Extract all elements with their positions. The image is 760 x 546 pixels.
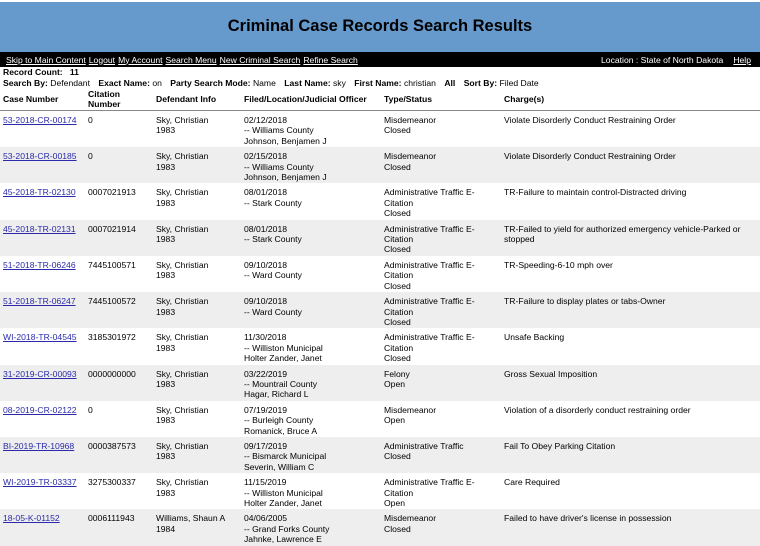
case-type: Administrative Traffic E-Citation xyxy=(384,296,475,317)
filed-date: 04/06/2005 xyxy=(244,513,288,524)
case-number-cell xyxy=(0,111,85,148)
filed-location-cell xyxy=(241,147,381,183)
case-number-link[interactable]: 53-2018-CR-00185 xyxy=(3,151,77,162)
table-row xyxy=(0,292,760,328)
search-by-value: Defendant xyxy=(50,77,90,88)
col-case-number: Case Number xyxy=(0,88,85,111)
search-criteria xyxy=(0,67,760,88)
defendant-birth-year: 1983 xyxy=(156,378,176,389)
filed-location-cell xyxy=(241,328,381,364)
court-location: -- Burleigh County xyxy=(244,415,314,426)
logout-link[interactable]: Logout xyxy=(88,54,116,65)
record-count-label: Record Count: xyxy=(3,67,63,77)
case-number-cell xyxy=(0,147,85,183)
col-filed-location: Filed/Location/Judicial Officer xyxy=(241,88,381,111)
charges-cell: Gross Sexual Imposition xyxy=(501,365,760,401)
filed-location-cell xyxy=(241,292,381,328)
case-type: Misdemeanor xyxy=(384,115,437,125)
last-name-value: sky xyxy=(332,77,346,88)
citation-number-cell: 0000000000 xyxy=(85,365,153,401)
citation-number-cell: 0007021914 xyxy=(85,220,153,256)
nav-links xyxy=(6,55,361,65)
location-label: Location : State of North Dakota xyxy=(601,54,724,65)
judicial-officer: Romanick, Bruce A xyxy=(244,425,318,436)
nav-bar xyxy=(0,52,760,67)
case-number-link[interactable]: 45-2018-TR-02131 xyxy=(3,223,76,234)
citation-number-cell: 0007021913 xyxy=(88,187,136,198)
defendant-info-cell xyxy=(153,147,241,183)
search-menu-link[interactable]: Search Menu xyxy=(165,54,217,65)
type-status-cell xyxy=(381,111,501,148)
case-number-cell xyxy=(0,256,85,292)
charges-cell: Violate Disorderly Conduct Restraining Order xyxy=(504,115,676,125)
first-name-label: First Name: xyxy=(354,77,402,88)
defendant-name: Sky, Christian xyxy=(156,477,209,488)
defendant-info-cell xyxy=(153,365,241,401)
case-number-link[interactable]: WI-2018-TR-04545 xyxy=(3,332,77,343)
judicial-officer: Jahnke, Lawrence E xyxy=(244,534,322,545)
defendant-info-cell xyxy=(153,111,241,148)
citation-number-cell: 3185301972 xyxy=(88,332,136,343)
type-status-cell xyxy=(381,437,501,473)
first-name-value: christian xyxy=(403,77,436,88)
charges-cell: Care Required xyxy=(504,477,560,488)
defendant-info-cell xyxy=(153,292,241,328)
defendant-birth-year: 1983 xyxy=(156,342,176,353)
case-number-link[interactable]: 08-2019-CR-02122 xyxy=(3,404,77,415)
filed-date: 02/12/2018 xyxy=(244,115,288,125)
case-number-link[interactable]: 18-05-K-01152 xyxy=(3,513,60,524)
case-status: Closed xyxy=(384,523,411,534)
results-table xyxy=(0,88,760,546)
search-by-label: Search By: xyxy=(3,77,48,88)
filed-date: 09/10/2018 xyxy=(244,259,288,270)
defendant-birth-year: 1983 xyxy=(156,451,176,462)
defendant-name: Sky, Christian xyxy=(156,223,209,234)
filed-date: 11/15/2019 xyxy=(244,477,287,488)
defendant-name: Sky, Christian xyxy=(156,151,209,162)
defendant-birth-year: 1983 xyxy=(156,161,176,172)
case-type: Felony xyxy=(384,368,410,379)
defendant-name: Sky, Christian xyxy=(156,296,209,307)
case-number-cell xyxy=(0,473,85,509)
court-location: -- Stark County xyxy=(244,234,302,245)
case-number-link[interactable]: 51-2018-TR-06246 xyxy=(3,259,76,270)
filed-location-cell xyxy=(241,437,381,473)
defendant-name: Williams, Shaun A xyxy=(156,513,226,524)
col-citation-number: Citation Number xyxy=(85,88,153,111)
case-status: Closed xyxy=(384,280,411,291)
case-status: Open xyxy=(384,498,406,508)
court-location: -- Bismarck Municipal xyxy=(244,451,327,462)
case-status: Closed xyxy=(384,244,411,255)
type-status-cell xyxy=(381,473,501,509)
defendant-name: Sky, Christian xyxy=(156,404,209,415)
citation-number-cell: 0 xyxy=(88,404,93,415)
new-criminal-search-link[interactable]: New Criminal Search xyxy=(219,54,301,65)
case-type: Administrative Traffic E-Citation xyxy=(384,477,475,498)
case-number-link[interactable]: 51-2018-TR-06247 xyxy=(3,296,76,307)
case-number-cell xyxy=(0,401,85,437)
case-number-cell xyxy=(0,220,85,256)
judicial-officer: Severin, William C xyxy=(244,461,315,472)
case-number-cell xyxy=(0,437,85,473)
defendant-name: Sky, Christian xyxy=(156,368,209,379)
defendant-info-cell xyxy=(153,183,241,219)
filed-location-cell xyxy=(241,401,381,437)
case-status: Closed xyxy=(384,161,411,172)
court-location: -- Ward County xyxy=(244,306,302,317)
case-status: Closed xyxy=(384,353,411,364)
charges-cell: TR-Failure to maintain control-Distracted driving xyxy=(504,187,687,198)
charges-cell: Violate Disorderly Conduct Restraining Order xyxy=(501,147,760,183)
case-status: Closed xyxy=(384,451,411,462)
defendant-info-cell xyxy=(153,401,241,437)
case-status: Open xyxy=(384,415,406,426)
charges-cell: TR-Speeding-6-10 mph over xyxy=(504,259,613,270)
type-status-cell xyxy=(381,256,501,292)
case-number-link[interactable]: 45-2018-TR-02130 xyxy=(3,187,76,198)
my-account-link[interactable]: My Account xyxy=(118,54,163,65)
case-number-link[interactable]: WI-2019-TR-03337 xyxy=(3,477,77,488)
table-header-row xyxy=(0,88,760,111)
defendant-info-cell xyxy=(153,473,241,509)
defendant-name: Sky, Christian xyxy=(156,115,209,125)
col-type-status: Type/Status xyxy=(381,88,501,111)
page-title: Criminal Case Records Search Results xyxy=(227,16,533,35)
citation-number-cell: 0000387573 xyxy=(85,437,153,473)
case-type: Misdemeanor xyxy=(384,404,437,415)
case-status: Closed xyxy=(384,125,411,136)
record-count-value: 11 xyxy=(69,67,79,77)
court-location: -- Grand Forks County xyxy=(244,523,330,534)
filed-location-cell xyxy=(241,509,381,545)
judicial-officer: Holter Zander, Janet xyxy=(244,498,322,508)
nav-right xyxy=(601,55,754,65)
filed-location-cell xyxy=(241,183,381,219)
case-number-link[interactable]: 53-2018-CR-00174 xyxy=(3,115,77,125)
judicial-officer: Johnson, Benjamen J xyxy=(244,172,327,183)
court-location: -- Stark County xyxy=(244,197,302,208)
defendant-birth-year: 1984 xyxy=(156,523,176,534)
defendant-birth-year: 1983 xyxy=(156,487,176,498)
type-status-cell xyxy=(381,183,501,219)
filed-date: 07/19/2019 xyxy=(244,404,288,415)
citation-number-cell: 0 xyxy=(85,147,153,183)
sort-by-value: Filed Date xyxy=(499,77,539,88)
party-mode-value: Name xyxy=(252,77,276,88)
filed-date: 03/22/2019 xyxy=(244,368,288,379)
exact-name-label: Exact Name: xyxy=(98,77,150,88)
table-row xyxy=(0,220,760,256)
table-row xyxy=(0,365,760,401)
table-row xyxy=(0,328,760,364)
type-status-cell xyxy=(381,328,501,364)
citation-number-cell: 0 xyxy=(88,115,93,125)
filed-date: 08/01/2018 xyxy=(244,223,288,234)
skip-to-main-link[interactable]: Skip to Main Content xyxy=(6,54,86,65)
page-banner xyxy=(0,0,760,52)
court-location: -- Williams County xyxy=(244,125,314,136)
charges-cell: Violation of a disorderly conduct restraining order xyxy=(504,404,691,415)
judicial-officer: Hagar, Richard L xyxy=(244,389,309,400)
defendant-info-cell xyxy=(153,256,241,292)
type-status-cell xyxy=(381,365,501,401)
defendant-info-cell xyxy=(153,509,241,545)
case-number-cell xyxy=(0,183,85,219)
type-status-cell xyxy=(381,292,501,328)
type-status-cell xyxy=(381,401,501,437)
col-defendant-info: Defendant Info xyxy=(153,88,241,111)
filed-location-cell xyxy=(241,473,381,509)
case-type: Misdemeanor xyxy=(384,151,437,162)
type-status-cell xyxy=(381,147,501,183)
court-location: -- Williston Municipal xyxy=(244,487,323,498)
exact-name-value: on xyxy=(152,77,162,88)
filed-date: 09/17/2019 xyxy=(244,440,288,451)
case-status: Open xyxy=(384,378,406,389)
defendant-birth-year: 1983 xyxy=(156,234,176,245)
defendant-info-cell xyxy=(153,220,241,256)
last-name-label: Last Name: xyxy=(284,77,331,88)
party-mode-label: Party Search Mode: xyxy=(170,77,251,88)
refine-search-link[interactable]: Refine Search xyxy=(303,54,358,65)
col-charges: Charge(s) xyxy=(501,88,760,111)
charges-cell: TR-Failure to display plates or tabs-Owner xyxy=(501,292,760,328)
court-location: -- Ward County xyxy=(244,270,302,281)
court-location: -- Mountrail County xyxy=(244,378,318,389)
case-type: Administrative Traffic E-Citation xyxy=(384,187,475,208)
all-label: All xyxy=(444,77,456,88)
type-status-cell xyxy=(381,509,501,545)
type-status-cell xyxy=(381,220,501,256)
table-row xyxy=(0,401,760,437)
case-status: Closed xyxy=(384,208,411,219)
court-location: -- Williston Municipal xyxy=(244,342,323,353)
table-row xyxy=(0,147,760,183)
case-number-link[interactable]: 31-2019-CR-00093 xyxy=(3,368,77,379)
table-row xyxy=(0,473,760,509)
filed-location-cell xyxy=(241,220,381,256)
search-params xyxy=(3,78,760,89)
charges-cell: Failed to have driver's license in possession xyxy=(501,509,760,545)
defendant-info-cell xyxy=(153,437,241,473)
court-location: -- Williams County xyxy=(244,161,314,172)
defendant-name: Sky, Christian xyxy=(156,259,209,270)
filed-date: 02/15/2018 xyxy=(244,151,288,162)
defendant-birth-year: 1983 xyxy=(156,415,176,426)
judicial-officer: Johnson, Benjamen J xyxy=(244,135,327,146)
defendant-birth-year: 1983 xyxy=(156,125,176,136)
filed-date: 09/10/2018 xyxy=(244,296,288,307)
defendant-birth-year: 1983 xyxy=(156,197,176,208)
case-status: Closed xyxy=(384,316,411,327)
charges-cell: Unsafe Backing xyxy=(504,332,565,343)
case-type: Administrative Traffic xyxy=(384,440,464,451)
defendant-name: Sky, Christian xyxy=(156,332,209,343)
case-number-cell xyxy=(0,509,85,545)
citation-number-cell: 3275300337 xyxy=(88,477,136,488)
case-type: Administrative Traffic E-Citation xyxy=(384,332,475,353)
case-number-cell xyxy=(0,328,85,364)
case-type: Misdemeanor xyxy=(384,513,437,524)
table-row xyxy=(0,437,760,473)
defendant-name: Sky, Christian xyxy=(156,440,209,451)
case-number-cell xyxy=(0,365,85,401)
help-link[interactable]: Help xyxy=(733,54,751,65)
defendant-name: Sky, Christian xyxy=(156,187,209,198)
judicial-officer: Holter Zander, Janet xyxy=(244,353,322,364)
record-count xyxy=(3,67,760,78)
charges-cell: TR-Failed to yield for authorized emergency vehicle-Parked or stopped xyxy=(501,220,760,256)
defendant-birth-year: 1983 xyxy=(156,270,176,281)
table-row xyxy=(0,111,760,148)
citation-number-cell: 7445100571 xyxy=(88,259,136,270)
filed-location-cell xyxy=(241,256,381,292)
table-row xyxy=(0,509,760,545)
sort-by-label: Sort By: xyxy=(463,77,498,88)
defendant-birth-year: 1983 xyxy=(156,306,176,317)
case-type: Administrative Traffic E-Citation xyxy=(384,259,475,281)
charges-cell: Fail To Obey Parking Citation xyxy=(501,437,760,473)
case-number-cell xyxy=(0,292,85,328)
case-number-link[interactable]: BI-2019-TR-10968 xyxy=(3,440,75,451)
case-type: Administrative Traffic E-Citation xyxy=(384,223,475,245)
table-row xyxy=(0,183,760,219)
defendant-info-cell xyxy=(153,328,241,364)
filed-location-cell xyxy=(241,365,381,401)
filed-date: 08/01/2018 xyxy=(244,187,288,198)
citation-number-cell: 7445100572 xyxy=(85,292,153,328)
filed-location-cell xyxy=(241,111,381,148)
filed-date: 11/30/2018 xyxy=(244,332,287,343)
citation-number-cell: 0006111943 xyxy=(85,509,153,545)
table-row xyxy=(0,256,760,292)
